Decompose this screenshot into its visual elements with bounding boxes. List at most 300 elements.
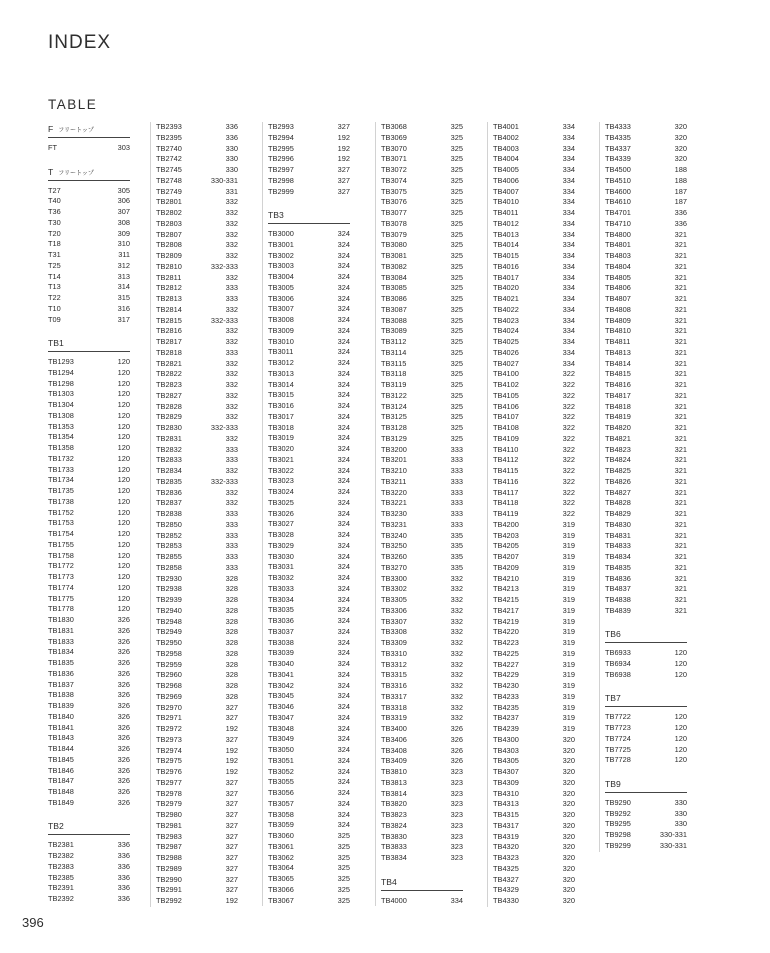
entry-code: TB3308 <box>381 627 407 637</box>
index-entry <box>48 873 130 884</box>
index-entry <box>268 648 350 659</box>
entry-page: 327 <box>225 885 238 895</box>
entry-code: TB2987 <box>156 842 182 852</box>
entry-code: TB1843 <box>48 733 74 743</box>
entry-code: TB1844 <box>48 744 74 753</box>
entry-page: 333 <box>225 519 238 529</box>
index-entry <box>493 767 575 778</box>
entry-page: 332 <box>450 713 463 723</box>
entry-code: TB4116 <box>493 476 519 486</box>
entry-code: TB3823 <box>381 810 407 819</box>
entry-code: TB3408 <box>381 745 407 755</box>
entry-code: TB3814 <box>381 788 407 798</box>
index-entry <box>381 853 463 864</box>
entry-page: 332 <box>450 670 463 680</box>
entry-code: TB3077 <box>381 208 407 217</box>
index-entry <box>48 658 130 669</box>
entry-code: TB4025 <box>493 337 519 346</box>
index-entry <box>605 326 687 337</box>
entry-page: 335 <box>450 552 463 561</box>
entry-code: TB4833 <box>605 541 631 551</box>
entry-page: 324 <box>337 766 350 776</box>
entry-page: 321 <box>674 455 687 465</box>
entry-code: TB4839 <box>605 605 631 615</box>
entry-page: 328 <box>225 595 238 604</box>
index-entry <box>493 337 575 348</box>
entry-page: 325 <box>337 874 350 883</box>
entry-page: 327 <box>225 842 238 852</box>
entry-code: TB3078 <box>381 218 407 228</box>
entry-code: TB4220 <box>493 627 519 637</box>
entry-code: TB2989 <box>156 863 182 873</box>
index-entry <box>48 250 130 261</box>
index-entry <box>156 670 238 681</box>
entry-page: 324 <box>337 551 350 561</box>
entry-page: 120 <box>674 744 687 754</box>
entry-page: 324 <box>337 809 350 819</box>
index-entry <box>268 498 350 509</box>
entry-page: 321 <box>674 476 687 486</box>
index-entry <box>381 681 463 692</box>
entry-code: TB3057 <box>268 798 294 808</box>
entry-code: TB3021 <box>268 454 294 464</box>
entry-page: 335 <box>450 562 463 572</box>
entry-code: TB2988 <box>156 853 182 862</box>
entry-page: 323 <box>450 842 463 852</box>
index-entry <box>605 391 687 402</box>
entry-page: 332 <box>225 390 238 400</box>
entry-code: TB2948 <box>156 616 182 626</box>
entry-page: 334 <box>562 122 575 131</box>
entry-code: TB3319 <box>381 713 407 723</box>
index-entry <box>605 819 687 830</box>
entry-page: 120 <box>674 723 687 732</box>
entry-page: 335 <box>450 530 463 540</box>
entry-code: TB3036 <box>268 616 294 625</box>
page-title: INDEX <box>48 32 112 53</box>
entry-code: TB3033 <box>268 583 294 593</box>
entry-code: TB2381 <box>48 840 74 850</box>
entry-page: 321 <box>674 347 687 357</box>
entry-page: 326 <box>117 647 130 657</box>
index-entry <box>48 862 130 873</box>
entry-code: TB1303 <box>48 389 74 399</box>
entry-page: 321 <box>674 423 687 432</box>
index-entry <box>381 262 463 273</box>
entry-page: 325 <box>450 251 463 260</box>
entry-page: 120 <box>117 421 130 431</box>
index-entry <box>156 821 238 832</box>
index-entry <box>493 584 575 595</box>
entry-page: 325 <box>450 229 463 239</box>
entry-page: 325 <box>450 358 463 368</box>
entry-page: 332 <box>225 358 238 368</box>
entry-page: 330-331 <box>659 840 687 850</box>
index-entry <box>156 477 238 488</box>
entry-code: TB2960 <box>156 670 182 680</box>
entry-code: TB4808 <box>605 304 631 314</box>
index-entry <box>493 380 575 391</box>
entry-page: 192 <box>337 154 350 164</box>
entry-page: 322 <box>562 380 575 389</box>
entry-page: 327 <box>225 788 238 798</box>
entry-code: TB4027 <box>493 358 519 368</box>
entry-code: TB3318 <box>381 702 407 712</box>
entry-page: 321 <box>674 401 687 411</box>
group-heading <box>48 819 130 835</box>
entry-page: 334 <box>562 315 575 325</box>
index-entry <box>268 369 350 380</box>
index-entry <box>605 488 687 499</box>
entry-code: TB4320 <box>493 842 519 852</box>
entry-page: 324 <box>337 368 350 378</box>
entry-page: 324 <box>337 540 350 550</box>
index-entry <box>605 412 687 423</box>
entry-page: 325 <box>450 337 463 346</box>
entry-code: TB2978 <box>156 788 182 798</box>
entry-code: TB4235 <box>493 702 519 712</box>
entry-page: 326 <box>450 724 463 733</box>
entry-code: TB3306 <box>381 605 407 615</box>
index-entry <box>381 692 463 703</box>
entry-code: TB1758 <box>48 550 74 560</box>
index-entry <box>156 552 238 563</box>
entry-code: TB1849 <box>48 797 74 807</box>
index-entry <box>156 778 238 789</box>
spacer <box>48 809 130 820</box>
index-entry <box>605 531 687 542</box>
index-entry <box>605 176 687 187</box>
entry-code: TB4109 <box>493 433 519 443</box>
entry-page: 325 <box>450 412 463 422</box>
entry-code: TB2809 <box>156 251 182 260</box>
index-entry <box>381 434 463 445</box>
index-entry <box>48 669 130 680</box>
index-entry <box>605 659 687 670</box>
index-entry <box>156 681 238 692</box>
index-entry <box>381 466 463 477</box>
index-entry <box>605 584 687 595</box>
entry-code: TB3065 <box>268 874 294 883</box>
entry-code: TB6938 <box>605 669 631 679</box>
index-entry <box>268 509 350 520</box>
entry-code: TB4804 <box>605 261 631 271</box>
index-entry <box>381 359 463 370</box>
entry-page: 324 <box>337 755 350 765</box>
entry-code: TB1752 <box>48 507 74 517</box>
entry-code: TB1755 <box>48 539 74 549</box>
entry-page: 325 <box>450 272 463 282</box>
entry-page: 325 <box>450 315 463 325</box>
index-entry <box>156 595 238 606</box>
entry-page: 336 <box>117 851 130 860</box>
index-entry <box>156 197 238 208</box>
index-entry <box>156 445 238 456</box>
entry-code: TB2938 <box>156 584 182 594</box>
entry-page: 328 <box>225 681 238 690</box>
entry-code: TB3824 <box>381 820 407 830</box>
entry-code: TB2745 <box>156 165 182 174</box>
spacer <box>381 864 463 875</box>
index-entry <box>268 187 350 198</box>
index-entry <box>381 337 463 348</box>
index-column <box>599 122 687 852</box>
index-entry <box>156 154 238 165</box>
entry-page: 319 <box>562 541 575 551</box>
index-entry <box>493 842 575 853</box>
entry-page: 334 <box>562 132 575 142</box>
entry-code: TB3810 <box>381 767 407 776</box>
entry-code: TB1848 <box>48 787 74 796</box>
index-entry <box>381 477 463 488</box>
entry-code: TB3047 <box>268 712 294 722</box>
index-entry <box>48 551 130 562</box>
entry-code: TB4108 <box>493 423 519 432</box>
entry-page: 325 <box>337 852 350 862</box>
entry-code: TB1732 <box>48 453 74 463</box>
entry-code: TB3076 <box>381 197 407 207</box>
entry-code: TB3312 <box>381 659 407 669</box>
index-entry <box>156 649 238 660</box>
entry-page: 333 <box>450 509 463 518</box>
group-heading-subtitle: フリートップ <box>58 170 94 177</box>
entry-page: 321 <box>674 541 687 551</box>
entry-code: TB3071 <box>381 154 407 164</box>
entry-page: 326 <box>117 679 130 689</box>
entry-page: 321 <box>674 283 687 293</box>
index-entry <box>48 561 130 572</box>
entry-page: 324 <box>337 476 350 486</box>
entry-code: T13 <box>48 282 61 292</box>
index-entry <box>381 498 463 509</box>
index-entry <box>48 583 130 594</box>
entry-code: TB3013 <box>268 368 294 378</box>
index-entry <box>268 756 350 767</box>
entry-code: TB4836 <box>605 573 631 583</box>
entry-page: 327 <box>225 820 238 830</box>
entry-page: 324 <box>337 422 350 432</box>
entry-code: TB3406 <box>381 734 407 744</box>
entry-code: TB3006 <box>268 293 294 303</box>
index-entry <box>493 638 575 649</box>
index-entry <box>156 165 238 176</box>
index-entry <box>605 122 687 133</box>
index-entry <box>156 133 238 144</box>
index-entry <box>605 208 687 219</box>
index-entry <box>48 733 130 744</box>
entry-code: TB7722 <box>605 712 631 722</box>
entry-code: TB4026 <box>493 347 519 357</box>
entry-code: TB4803 <box>605 251 631 260</box>
entry-page: 307 <box>117 207 130 216</box>
entry-page: 324 <box>337 293 350 303</box>
index-entry <box>156 219 238 230</box>
entry-page: 324 <box>337 745 350 754</box>
entry-page: 332-333 <box>210 423 238 432</box>
entry-code: TB3122 <box>381 390 407 400</box>
entry-code: TB3014 <box>268 379 294 389</box>
index-entry <box>605 187 687 198</box>
entry-code: TB2833 <box>156 455 182 465</box>
entry-page: 324 <box>337 401 350 410</box>
entry-page: 325 <box>450 143 463 153</box>
entry-page: 321 <box>674 530 687 540</box>
entry-page: 336 <box>674 208 687 217</box>
entry-page: 326 <box>117 690 130 700</box>
entry-page: 120 <box>117 518 130 528</box>
entry-code: TB4006 <box>493 175 519 185</box>
entry-code: TB3112 <box>381 337 407 346</box>
entry-page: 334 <box>562 240 575 250</box>
entry-page: 325 <box>337 841 350 851</box>
entry-page: 333 <box>225 562 238 572</box>
entry-code: TB4013 <box>493 229 519 239</box>
entry-code: TB4600 <box>605 186 631 196</box>
entry-code: TB4806 <box>605 283 631 293</box>
index-entry <box>605 712 687 723</box>
index-entry <box>156 746 238 757</box>
entry-page: 332 <box>225 466 238 475</box>
entry-code: TB3230 <box>381 509 407 518</box>
entry-page: 332 <box>450 681 463 690</box>
entry-code: TB2974 <box>156 745 182 755</box>
entry-page: 322 <box>562 466 575 475</box>
index-entry <box>493 574 575 585</box>
index-entry <box>268 380 350 391</box>
entry-code: TB3061 <box>268 841 294 851</box>
entry-page: 325 <box>450 369 463 379</box>
index-entry <box>48 518 130 529</box>
index-entry <box>493 133 575 144</box>
entry-page: 320 <box>562 745 575 755</box>
entry-code: TB4225 <box>493 648 519 658</box>
entry-page: 321 <box>674 251 687 260</box>
group-heading-label: TB1 <box>48 338 64 348</box>
entry-code: TB7728 <box>605 755 631 765</box>
index-entry <box>381 724 463 735</box>
index-entry <box>605 755 687 766</box>
entry-page: 324 <box>337 712 350 722</box>
group-heading-label: TB6 <box>605 629 621 640</box>
entry-code: TB3005 <box>268 282 294 292</box>
index-entry <box>268 487 350 498</box>
index-entry <box>381 810 463 821</box>
index-entry <box>381 133 463 144</box>
index-entry <box>48 486 130 497</box>
index-entry <box>493 122 575 133</box>
index-entry <box>493 176 575 187</box>
entry-page: 332 <box>225 369 238 379</box>
index-entry <box>156 380 238 391</box>
entry-page: 192 <box>225 896 238 905</box>
entry-code: TB2395 <box>156 132 182 142</box>
index-entry <box>268 541 350 552</box>
index-entry <box>156 305 238 316</box>
index-entry <box>268 294 350 305</box>
entry-code: T14 <box>48 271 61 281</box>
entry-code: TB2994 <box>268 132 294 142</box>
entry-page: 334 <box>562 326 575 336</box>
entry-code: TB4000 <box>381 895 407 905</box>
entry-page: 324 <box>337 702 350 711</box>
index-entry <box>493 230 575 241</box>
entry-code: TB3201 <box>381 455 407 465</box>
entry-code: T36 <box>48 207 61 216</box>
entry-page: 326 <box>117 787 130 796</box>
entry-code: TB6934 <box>605 659 631 668</box>
entry-code: TB4213 <box>493 584 519 594</box>
index-entry <box>268 885 350 896</box>
index-entry <box>493 724 575 735</box>
entry-code: TB9295 <box>605 819 631 829</box>
index-entry <box>605 595 687 606</box>
index-entry <box>268 605 350 616</box>
entry-page: 332 <box>450 595 463 604</box>
entry-page: 333 <box>225 552 238 561</box>
index-entry <box>156 799 238 810</box>
spacer <box>605 617 687 628</box>
index-entry <box>493 466 575 477</box>
entry-page: 319 <box>562 584 575 594</box>
entry-page: 322 <box>562 433 575 443</box>
entry-code: TB3039 <box>268 648 294 658</box>
entry-page: 120 <box>117 432 130 442</box>
entry-code: TB1830 <box>48 615 74 624</box>
entry-page: 332 <box>225 240 238 250</box>
index-entry <box>48 637 130 648</box>
index-entry <box>156 584 238 595</box>
entry-code: TB2748 <box>156 175 182 185</box>
entry-page: 324 <box>337 637 350 647</box>
entry-page: 120 <box>117 496 130 506</box>
entry-page: 334 <box>562 165 575 174</box>
entry-code: TB3011 <box>268 347 294 357</box>
index-entry <box>381 488 463 499</box>
group-heading <box>48 165 130 181</box>
entry-page: 320 <box>562 777 575 787</box>
index-entry <box>605 498 687 509</box>
index-entry <box>156 509 238 520</box>
index-entry <box>268 154 350 165</box>
entry-code: TB2996 <box>268 154 294 164</box>
entry-code: TB4825 <box>605 466 631 475</box>
entry-code: TB2836 <box>156 487 182 497</box>
index-entry <box>493 896 575 907</box>
entry-page: 333 <box>225 455 238 465</box>
index-entry <box>605 670 687 681</box>
entry-code: TB4800 <box>605 229 631 239</box>
index-entry <box>381 638 463 649</box>
entry-code: TB4024 <box>493 326 519 336</box>
index-entry <box>156 283 238 294</box>
entry-code: TB3042 <box>268 680 294 690</box>
index-entry <box>381 369 463 380</box>
entry-code: T25 <box>48 260 61 270</box>
index-entry <box>493 649 575 660</box>
index-entry <box>381 531 463 542</box>
entry-page: 321 <box>674 380 687 389</box>
entry-code: TB4015 <box>493 251 519 260</box>
entry-code: TB3125 <box>381 412 407 422</box>
entry-page: 120 <box>117 593 130 603</box>
entry-code: TB4315 <box>493 810 519 819</box>
entry-code: TB3089 <box>381 326 407 336</box>
index-entry <box>156 262 238 273</box>
index-entry <box>48 701 130 712</box>
entry-code: TB3051 <box>268 755 294 765</box>
index-entry <box>493 875 575 886</box>
entry-page: 323 <box>450 788 463 798</box>
